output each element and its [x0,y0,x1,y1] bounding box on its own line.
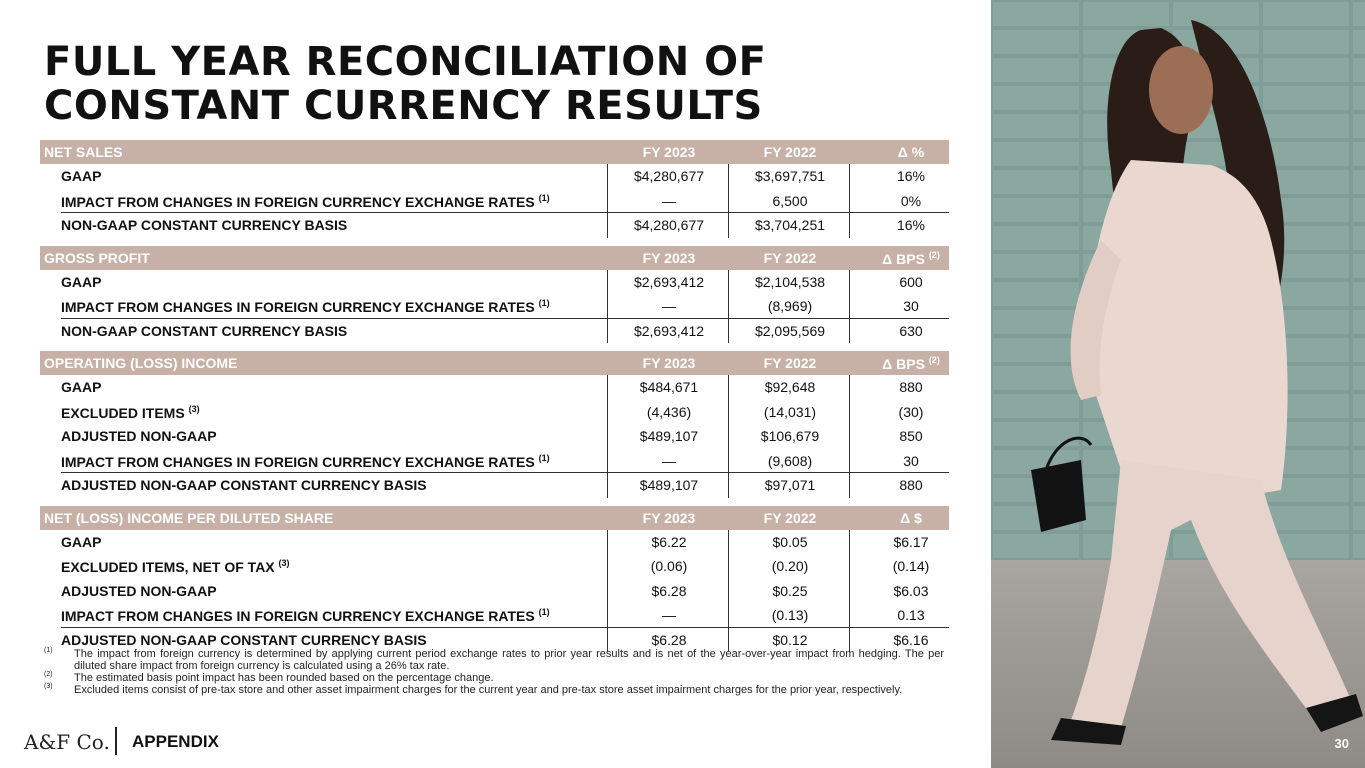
column-divider [607,375,608,498]
row-label-text: EXCLUDED ITEMS, NET OF TAX [61,559,275,575]
row-label-text: GAAP [61,168,102,184]
section-header-label: NET (LOSS) INCOME PER DILUTED SHARE [44,509,334,526]
cell-value: $106,679 [760,428,820,444]
row-label [61,379,101,395]
cell-value: 630 [899,322,923,339]
footnote-2 [44,672,944,684]
cell-value: $0.05 [772,533,808,550]
model-photo-icon [991,0,1365,768]
cell-value: $6.16 [893,631,929,648]
column-header [856,510,966,526]
cell-value: $2,693,412 [633,273,705,290]
cell-value: $489,107 [639,477,699,493]
cell-value: $6.22 [651,533,687,550]
cell-value: $2,693,412 [633,322,705,339]
table-row [40,189,949,213]
footnote-number: (3) [44,683,53,690]
row-label [61,477,427,493]
footer-divider [115,727,117,755]
cell-value: $3,704,251 [754,217,826,233]
row-label [61,632,427,648]
cell-value: $92,648 [764,379,816,395]
footnote-marker: (1) [538,452,550,463]
column-header: FY 2022 [763,144,817,160]
section-header-label: OPERATING (LOSS) INCOME [44,355,238,371]
footnote-marker: (2) [928,249,940,260]
footnote-text: The estimated basis point impact has been rounded based on the percentage change. [74,672,494,684]
cell-value: $4,280,677 [633,168,705,184]
footnote-marker: (3) [278,558,290,568]
cell-value: (4,436) [646,403,692,420]
table-row [40,319,949,343]
column-divider [849,164,850,238]
cell-value: (14,031) [763,403,817,420]
row-label-text: ADJUSTED NON-GAAP [61,428,217,444]
footnote-text: Excluded items consist of pre-tax store and other asset impairment charges for the current year and pre-tax store asset impairment charges for the prior year, respectively. [74,684,903,696]
cell-value: $4,280,677 [633,217,705,233]
column-header: FY 2022 [763,355,817,371]
cell-value: $6.28 [651,631,687,648]
footnotes [44,648,944,696]
column-divider [728,164,729,238]
cell-value: $2,104,538 [754,273,826,290]
title-line-2: CONSTANT CURRENCY RESULTS [44,83,763,129]
row-label-text: ADJUSTED NON-GAAP [61,582,217,599]
cell-value: 600 [899,273,923,290]
column-header: FY 2023 [642,509,696,526]
cell-value: $0.25 [772,582,808,599]
cell-value: — [662,607,676,623]
footnote-marker: (1) [538,298,550,308]
row-label [61,583,217,599]
cell-value: 0% [900,192,922,209]
footnote-3 [44,684,944,696]
column-header: FY 2023 [642,144,696,160]
row-label [61,323,347,339]
column-header [856,144,966,160]
column-header: FY 2022 [763,509,817,526]
cell-value: (0.06) [650,558,688,574]
cell-value: 850 [899,428,923,444]
row-label [61,404,200,421]
row-label [61,453,550,470]
page-number: 30 [1334,736,1349,751]
row-label-text: ADJUSTED NON-GAAP CONSTANT CURRENCY BASIS [61,631,427,648]
footnote-1 [44,648,944,672]
table-row [40,579,949,603]
column-header [856,250,966,267]
company-logo: A&F Co. [24,730,110,754]
table-row [40,473,949,497]
row-label [61,558,290,575]
footnote-marker: (1) [538,192,550,203]
cell-value: (9,608) [767,452,813,469]
row-label [61,298,550,315]
footnote-marker: (3) [188,403,200,414]
cell-value: 0.13 [897,607,925,623]
section-header [40,140,949,164]
page-title [44,40,944,128]
column-header-text: Δ $ [900,509,922,526]
row-label [61,274,101,290]
table-row [40,400,949,424]
cell-value: $97,071 [764,477,816,493]
row-label [61,428,217,444]
cell-value: — [662,452,676,469]
cell-value: $0.12 [772,631,808,648]
column-header-text: Δ % [897,144,925,160]
column-header [856,355,966,372]
footnote-marker: (1) [538,607,550,617]
cell-value: 30 [903,452,919,469]
column-header: FY 2023 [642,355,696,371]
cell-value: 880 [899,477,923,493]
cell-value: 880 [899,379,923,395]
cell-value: 16% [896,168,926,184]
column-divider [849,530,850,653]
row-label-text: GAAP [61,533,102,550]
column-divider [728,530,729,653]
cell-value: 16% [896,217,926,233]
cell-value: $2,095,569 [754,322,826,339]
footnote-text: The impact from foreign currency is determined by applying current period exchange rates to prior year results and is net of the year-over-year impact from hedging. The per diluted share impact from foreign currency is calculated using a 26% tax rate. [74,648,944,672]
cell-value: 6,500 [772,192,808,209]
section-header [40,351,949,375]
section-header [40,506,949,530]
cell-value: (30) [898,403,924,420]
cell-value: $6.17 [893,533,929,550]
row-label-text: IMPACT FROM CHANGES IN FOREIGN CURRENCY EXCHANGE RATES [61,453,535,470]
row-label-text: GAAP [61,273,102,290]
column-divider [728,270,729,344]
table-row [40,603,949,627]
column-header: FY 2023 [642,249,696,266]
cell-value: (0.14) [892,558,930,574]
cell-value: $484,671 [639,379,699,395]
cell-value: 30 [903,298,919,314]
footer-section-label: APPENDIX [132,732,219,751]
column-header: FY 2022 [763,249,817,266]
section-header [40,246,949,270]
cell-value: $3,697,751 [754,168,826,184]
table-row [40,449,949,473]
cell-value: (0.20) [771,558,809,574]
table-row [40,375,949,399]
row-label-text: IMPACT FROM CHANGES IN FOREIGN CURRENCY EXCHANGE RATES [61,193,535,210]
row-label [61,193,550,210]
table-row [40,424,949,448]
section-header-label: NET SALES [44,144,123,160]
column-divider [728,375,729,498]
row-label [61,168,101,184]
column-header-text: Δ BPS [882,250,925,267]
table-row [40,270,949,294]
column-divider [849,375,850,498]
cell-value: $6.28 [651,582,687,599]
column-divider [607,530,608,653]
title-line-1: FULL YEAR RECONCILIATION OF [44,39,767,85]
table-row [40,554,949,578]
table-row [40,213,949,237]
row-label-text: NON-GAAP CONSTANT CURRENCY BASIS [61,322,348,339]
table-row [40,294,949,318]
cell-value: — [662,298,676,314]
column-header-text: Δ BPS [882,356,925,372]
table-row [40,530,949,554]
table-row [40,164,949,188]
column-divider [607,164,608,238]
row-label-text: EXCLUDED ITEMS [61,404,185,421]
footnote-marker: (2) [928,355,940,365]
section-header-label: GROSS PROFIT [44,249,150,266]
row-label [61,217,347,233]
row-label [61,534,101,550]
cell-value: $489,107 [639,428,699,444]
cell-value: (0.13) [771,607,809,623]
row-label-text: NON-GAAP CONSTANT CURRENCY BASIS [61,217,348,233]
footnote-number: (2) [44,671,53,678]
row-label-text: ADJUSTED NON-GAAP CONSTANT CURRENCY BASIS [61,477,427,493]
row-label-text: IMPACT FROM CHANGES IN FOREIGN CURRENCY EXCHANGE RATES [61,299,535,315]
row-label [61,607,550,624]
footnote-number: (1) [44,647,53,654]
cell-value: (8,969) [767,298,813,314]
row-label-text: IMPACT FROM CHANGES IN FOREIGN CURRENCY EXCHANGE RATES [61,608,535,624]
cell-value: $6.03 [893,582,929,599]
column-divider [849,270,850,344]
cell-value: — [662,192,676,209]
photo-illustration [991,0,1365,768]
column-divider [607,270,608,344]
row-label-text: GAAP [61,379,102,395]
